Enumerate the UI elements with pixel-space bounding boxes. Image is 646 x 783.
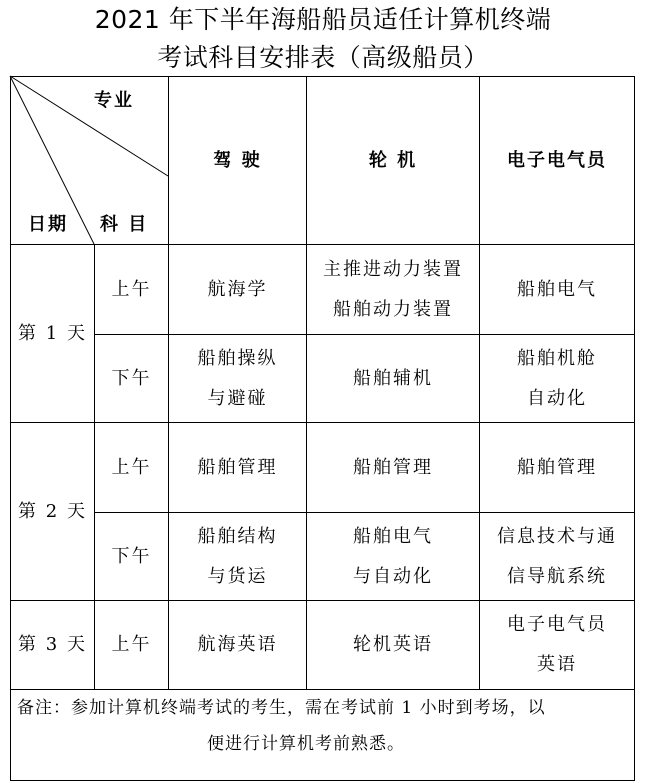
cell-line: 信导航系统 bbox=[507, 565, 607, 587]
table-cell bbox=[480, 601, 634, 689]
period-label-am: 上午 bbox=[111, 634, 152, 655]
cell-line: 船舶操纵 bbox=[197, 347, 278, 369]
table-cell: 船舶管理 bbox=[517, 456, 597, 478]
cell-line: 自动化 bbox=[527, 387, 587, 409]
table-cell bbox=[169, 513, 306, 600]
cell-line: 船舶机舱 bbox=[517, 347, 597, 369]
cell-line: 与自动化 bbox=[353, 565, 433, 587]
period-label-pm: 下午 bbox=[111, 545, 152, 567]
period-label-am: 上午 bbox=[111, 456, 152, 478]
cell-line: 信息技术与通 bbox=[497, 525, 617, 547]
corner-label-subject: 科 目 bbox=[100, 214, 149, 235]
cell-line: 与避碰 bbox=[207, 387, 268, 409]
corner-label-date: 日期 bbox=[28, 214, 68, 235]
table-cell bbox=[480, 335, 634, 422]
period-label-pm: 下午 bbox=[111, 367, 152, 389]
table-cell bbox=[169, 335, 306, 422]
day-label-3: 第 3 天 bbox=[18, 634, 87, 655]
column-header-driving: 驾 驶 bbox=[213, 149, 262, 171]
table-cell: 轮机英语 bbox=[353, 634, 433, 655]
column-header-electric: 电子电气员 bbox=[507, 149, 607, 171]
table-cell bbox=[480, 513, 634, 600]
corner-label-major: 专业 bbox=[94, 90, 134, 111]
table-cell: 船舶管理 bbox=[197, 456, 278, 478]
cell-line: 主推进动力装置 bbox=[323, 258, 463, 280]
footnote-line1: 备注：参加计算机终端考试的考生，需在考试前 1 小时到考场，以 bbox=[17, 698, 546, 718]
table-cell bbox=[307, 245, 479, 334]
table-cell: 航海学 bbox=[207, 278, 268, 300]
table-cell: 航海英语 bbox=[197, 634, 278, 655]
table-cell: 船舶管理 bbox=[353, 456, 433, 478]
footnote-line2: 便进行计算机考前熟悉。 bbox=[207, 734, 405, 754]
cell-line: 电子电气员 bbox=[507, 614, 607, 635]
cell-line: 英语 bbox=[537, 654, 577, 675]
period-label-am: 上午 bbox=[111, 278, 152, 300]
column-header-engine: 轮 机 bbox=[368, 149, 418, 171]
page-title-line1: 2021 年下半年海船船员适任计算机终端 bbox=[94, 5, 552, 34]
cell-line: 船舶结构 bbox=[197, 525, 278, 547]
cell-line: 与货运 bbox=[207, 565, 268, 587]
day-label-1: 第 1 天 bbox=[18, 322, 87, 344]
table-cell: 船舶电气 bbox=[517, 278, 597, 300]
day-label-2: 第 2 天 bbox=[18, 500, 87, 522]
corner-diagonal-upper bbox=[10, 76, 168, 176]
footnote bbox=[17, 690, 634, 762]
table-cell bbox=[307, 513, 479, 600]
page-title-line2: 考试科目安排表（高级船员） bbox=[157, 43, 489, 72]
cell-line: 船舶电气 bbox=[353, 525, 433, 547]
cell-line: 船舶动力装置 bbox=[333, 298, 453, 320]
table-cell: 船舶辅机 bbox=[353, 367, 433, 389]
